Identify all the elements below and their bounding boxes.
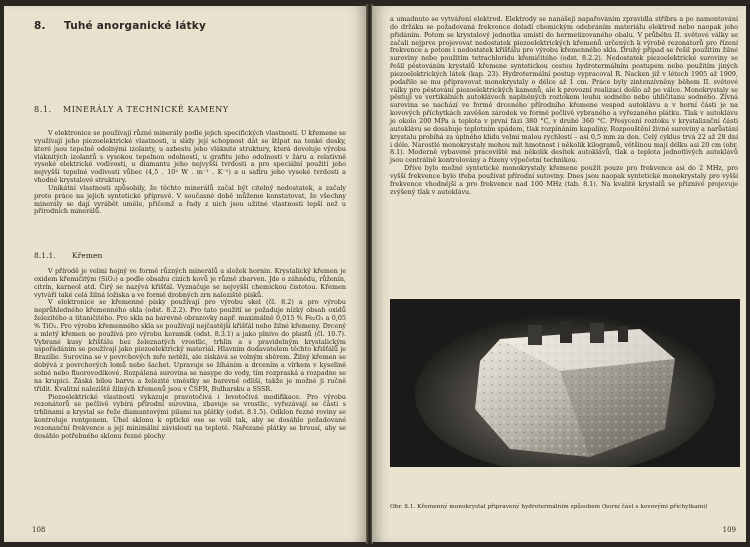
quartz-crystal-photo (390, 299, 740, 467)
quartz-crystal-image (390, 299, 740, 467)
right-text (390, 16, 738, 196)
page-number-left: 108 (32, 526, 46, 534)
subsection-number: 8.1.1. (34, 251, 56, 260)
paragraph: V přírodě je velmi hojný ve formě různých minerálů a složek hornin. Krystalický křemen je oxidem křemičitým (SiO₂) a podle obsahu cizích kovů je různě zbarven. Jde o záhnědu, růženín, citrín, karneol atd. Čirý se nazývá křišťál. Vyznačuje se nejvyšší chemickou čistotou. Křemen vytváří také celá žilná ložiska a ve formě drobných zrn naleziště písků. (34, 267, 346, 299)
page-number-right: 109 (722, 526, 736, 534)
left-page (4, 6, 367, 542)
quartz-text (34, 268, 346, 441)
paragraph: Unikátní vlastnosti způsobily, že těchto minerálů začal být citelný nedostatek, a začaly proto práce na jejich syntetické přípravě. V současné době můžeme konstatovat, že všechny minerály se dají vyrábět uměle, přičemž a řady z nich jsou užitné vlastnosti lepší než u přírodních minerálů. (34, 183, 346, 216)
chapter-heading (34, 20, 206, 32)
paragraph: a umadnuto se vytváření elektrod. Elektrody se nanášejí napařováním zpravidla stříbra a po namontování do držáku se požadovaná frekvence doladí chemickým odebráním materiálu elektrod nebo naopak jeho přidáním. Potom se krystalový jednotka umístí do hermetizovaného obalu. V průběhu II. světové války se začali nejprve projevovat nedostatek piezoelektrických křemenů určených k výrobě rezonátorů pro řízení frekvence a potom i nedostatek křišťálu pro výrobu křemenného skla. Druhý případ se řešil použitím žilné suroviny nebo použitím tetrachloridu křemičitého (odst. 8.2.2). Nedostatek piezoelektrické suroviny se řešil pěstováním krystalů křemene syntetickou cestou hydrotermálním postupem nebo použitím jiných piezoelektrických látek (kap. 23). Hydrotermální postup vypracoval R. Nacken již v létech 1905 až 1909, podařilo se mu připravovat monokrystaly o délce až 1 cm. Práce byly zintenzívněny během II. světové války pro pěstování piezoelektrických kamenů, ale k provozní realizaci došlo až po válce. Monokrystaly se pěstují ve vertikálních autoklávech naplněných roztokem louhu sodného nebo uhličitanu sodného. Živná surovina se nachází ve formě drceného přírodního křemene vespod autoklávu a v horní části je na kovových příchytkách zavěšen zárodek ve formě pečlivě vybraného a vyřezaného plátku. Tlak v autoklávu je okolo 200 MPa a teplota v první fázi 380 °C, v druhé 360 °C. Přesycení roztoku v krystalizační části autoklávu se dosahuje teplotním spádem, tlak rozpínáním kapaliny. Rozpouštění živné suroviny a narůstání krystalu probíhá za úplného klidu velmi malou rychlostí – asi 0,5 mm za den. Celý cyklus trvá 22 až 28 dní i déle. Narostlé monokrystaly mohou mít hmotnost i několik kilogramů, většinou mají délku asi 20 cm (obr. 8.1). Moderně vybavené pracoviště má několik desítek autoklávů, tlak a teplota jednotlivých autoklávů jsou centrálně kontrolovány a řízeny výpočetní technikou. (390, 15, 738, 165)
intro-text (34, 130, 346, 216)
subsection-heading (34, 251, 102, 260)
subsection-title: Křemen (72, 251, 103, 260)
section-title: MINERÁLY A TECHNICKÉ KAMENY (63, 105, 229, 114)
paragraph: V elektronice se křemenné písky používají pro výrobu skel (čl. 8.2) a pro výrobu neprůhledného křemenného skla (odst. 8.2.2). Pro tato použití se požaduje nízký obsah oxidů železitého a titaničitého. Pro skla na barevné obrazovky např. maximálně 0,015 % Fe₂O₃ a 0,05 % TiO₂. Pro výrobu křemenného skla se používají nejčastější křišťál nebo žilné křemeny. Drcený a mletý křemen se používá pro výrobu keramik (odst. 8.3.1) a jako plnivo do plastů (čl. 10.7). Vybrané kusy křišťálu bez železnatých vrostlic, trhlin a s pravidelným krystalickým uspořádáním se používají jako piezoelektrický materiál. Hlavním dodavatelem těchto křišťálů je Brazílie. Surovina se v povrchových mře netěží, ale získává se volným sběrem. Žilný křemen se dobývá z povrchových lomů nebo šachet. Upravuje se žíháním a drcením a vírkem v kyselině solné nebo fluorovodíkové. Rozpálená surovina se nasype do vody, tím rozpraská a rozpadne se na krupici. Žáská bílou barvu a železité vměstky se barevně odliší, takže je možné ji ručně třídit. Kvalitní naleziště žilných křemenů jsou v ČSFR, Bulharsku a SSSR. (34, 298, 346, 393)
section-heading (34, 105, 229, 114)
chapter-title: Tuhé anorganické látky (64, 20, 206, 32)
paragraph: Dříve bylo možné syntetické monokrystaly křemene použít pouze pro frekvence asi do 2 MHz, pro vyšší frekvence bylo třeba používat přírodní sutoviny. Dnes jsou naopak syntetické monokrystaly pro vyšší frekvence vhodnější a pro frekvence nad 100 MHz (tab. 8.1). Na kvalitě krystalů se příznivě projevuje zvýšený tlak v autoklávu. (390, 164, 738, 196)
paragraph: V elektronice se používají různé minerály podle jejich specifických vlastností. U křemene se využívají jeho piezoelektrické vlastnosti, u slídy její schopnost dát se štípat na tenké desky, které jsou tepelně odolnými izolanty, u azbestu jeho vláknité struktury, která dovoluje výrobu vláknitých izolantů s vysokou tepelnou odolností, u grafitu jeho odolnosti v žáru a relativně vysoké elektrické vodivosti, u diamantu jeho nejvyšší tvrdosti a pro speciální použití jeho nejvyšší tepelné vodivosti vůbec (4,5 . 10² W . m⁻¹ . K⁻¹) a u safíru jeho vysoké tvrdosti a vhodné krystalové struktury. (34, 129, 346, 185)
right-page (372, 6, 746, 542)
figure-caption: Obr. 8.1. Křemenný monokrystal připravený hydrotermálním způsobem (horní část s kovovými příchytkami) (390, 504, 708, 510)
chapter-number: 8. (34, 20, 46, 32)
section-number: 8.1. (34, 105, 52, 114)
paragraph: Piezoelektrické vlastnosti vykazuje pravotočivá i levotočivá modifikace. Pro výrobu rezonátorů se pečlivě vybírá přírodní surovina, zbavuje se vrostlic, vyřezávají se části s trhlinami a krystal se řeže diamantovými pilami na plátky (odst. 8.1.5). Odklon řezné roviny se kontroluje rentgenem. Úhel sklonu k optické ose se volí tak, aby se dosáhlo požadované rezonanční frekvence a její minimální závislosti na teplotě. Nařezané plátky se brousí, aby se dosáhlo potřebného sklonu řezné plochy (34, 392, 346, 440)
